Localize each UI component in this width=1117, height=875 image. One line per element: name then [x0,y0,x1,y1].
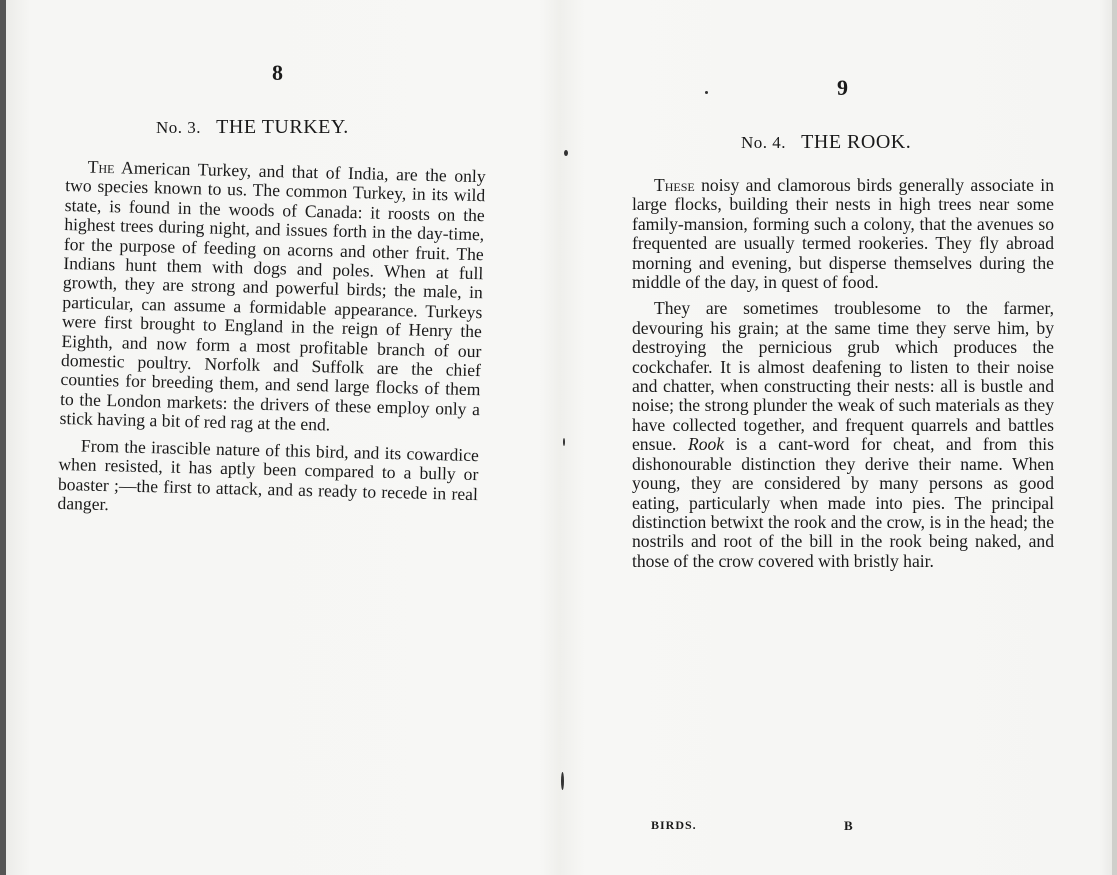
page-number-left: 8 [272,60,283,85]
footer-signature: BIRDS. [651,818,697,832]
article-title-text: THE ROOK. [801,131,912,153]
paragraph [59,157,486,439]
scan-speck [563,438,565,446]
scan-speck [705,91,708,94]
article-title-turkey [156,116,349,139]
paragraph-lead: These [654,175,695,195]
paragraph [632,176,1054,292]
page-number-right: 9 [837,75,848,100]
paragraph [57,436,479,524]
scan-speck [564,150,568,156]
article-number: No. 3. [156,118,202,137]
article-title-text: THE TURKEY. [216,116,349,138]
paragraph-lead: The [87,156,115,178]
right-page [560,0,1117,875]
left-page [0,0,555,875]
article-body-rook [632,176,1054,578]
footer-mark: B [844,818,854,833]
article-number: No. 4. [741,133,787,152]
paragraph-text: From the irascible nature of this bird, and its cowardice when resisted, it has aptly been compared to a bully or boaster ;—the first to attack, and as ready to recede in real danger. [57,435,480,515]
paragraph-text: is a cant-word for cheat, and from this dishonourable distinction they derive their name. When young, they are considered by many persons as good eating, particularly when made into pies. The principal distinction betwixt the rook and the crow, is in the head; the nostrils and root of the bill in the rook being naked, and those of the crow covered with bristly hair. [632,434,1054,571]
paragraph-text: American Turkey, and that of India, are the only two species known to us. The common Turkey, in its wild state, is found in the woods of Canada: it roosts on the highest trees during night, and issues forth in the day-time, for the purpose of feeding on acorns and other fruit. The Indians hunt them with dogs and poles. When at full growth, they are strong and powerful birds; the male, in particular, can assume a formidable appearance. Turkeys were first brought to England in the reign of Henry the Eighth, and now form a most profitable branch of our domestic poultry. Norfolk and Suffolk are the chief counties for breeding them, and send large flocks of them to the London markets: the drivers of these employ only a stick having a bit of red rag at the end. [59,157,486,435]
article-body-turkey [57,157,486,530]
scan-speck [561,772,564,790]
article-title-rook [741,131,911,154]
italic-word: Rook [687,434,725,455]
paragraph-text: noisy and clamorous birds generally associate in large flocks, building their nests in high trees near some family-mansion, forming such a colony, that the avenues so frequented are usually termed rookeries. They fly abroad morning and evening, but disperse themselves during the middle of the day, in quest of food. [632,175,1054,293]
paragraph [632,299,1054,571]
paragraph-text: They are sometimes troublesome to the farmer, devouring his grain; at the same time they serve him, by destroying the pernicious grub which produces the cockchafer. It is almost deafening to listen to their noise and chatter, when constructing their nests: all is bustle and noise; the strong plunder the weak of such materials as they have collected together, and frequent quarrels and battles ensue. [632,298,1054,455]
